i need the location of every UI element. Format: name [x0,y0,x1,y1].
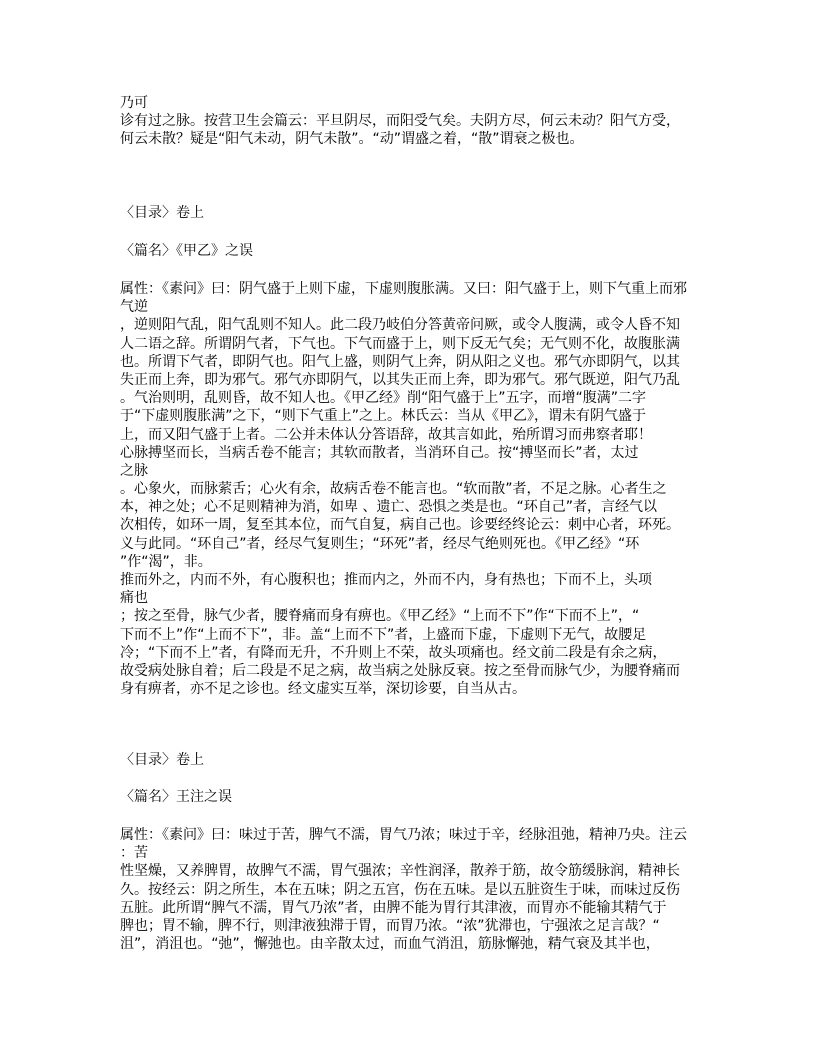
text-line: 乃可 [120,95,148,111]
text-line: 脾也；胃不输，脾不行，则津液独滞于胃，而胃乃浓。“浓”犹滞也，宁强浓之足言哉？“ [120,917,660,934]
text-line: 故受病处脉自着；后二段是不足之病，故当病之处脉反衰。按之至骨而脉气少，为腰脊痛而 [120,662,680,679]
text-line: 五脏。此所谓“脾气不濡，胃气乃浓”者，由脾不能为胃行其津液，而胃亦不能输其精气于 [120,899,667,916]
section-2-catalog [120,751,700,769]
text-line: 属性：《素问》曰：阴气盛于上则下虚，下虚则腹胀满。又曰：阳气盛于上，则下气重上而邪 [120,281,687,297]
text-line: 气逆 [120,299,148,316]
text-line: 久。按经云：阴之所生，本在五味；阴之五宫，伤在五味。是以五脏资生于味，而味过反伤 [120,881,680,898]
text-line: 性坚燥，又养脾胃，故脾气不濡，胃气强浓；辛性润泽，散养于筋，故令筋缓脉润，精神长 [120,863,680,880]
text-line: 之脉 [120,462,148,479]
text-line: 冷；“下而不上”者，有降而无升，不升则上不荣，故头项痛也。经文前二段是有余之病， [120,644,667,661]
text-line: ：苦 [120,845,148,862]
text-line: 诊有过之脉。按营卫生会篇云：平旦阴尽，而阳受气矣。夫阴方尽，何云未动？阳气方受， [120,113,680,130]
catalog-label: 〈目录〉卷上 [120,752,204,768]
text-line: 。心象火，而脉萦舌；心火有余，故病舌卷不能言也。“软而散”者，不足之脉。心者生之 [120,481,667,498]
text-line: 失正而上奔，即为邪气。邪气亦即阴气，以其失正而上奔，即为邪气。邪气既逆，阳气乃乱 [120,371,680,388]
catalog-label: 〈目录〉卷上 [120,205,204,221]
text-line: ；按之至骨，脉气少者，腰脊痛而身有痹也。《甲乙经》“上而不下”作“下而不上”，“ [120,608,640,625]
text-line: ”作“渴”，非。 [120,553,212,570]
text-line: 本，神之处；心不足则精神为消，如卑 、遗亡、恐惧之类是也。“环自己”者，言经气以 [120,499,657,516]
text-line: 心脉搏坚而长，当病舌卷不能言；其软而散者，当消环自己。按“搏坚而长”者，太过 [120,444,639,461]
section-1-catalog [120,204,700,222]
chapter-title: 〈篇名〉王注之误 [120,789,232,805]
text-line: 也。所谓下气者，即阴气也。阳气上盛，则阴气上奔，阴从阳之义也。邪气亦即阴气，以其 [120,353,680,370]
text-line: 沮”，消沮也。“弛”，懈弛也。由辛散太过，而血气消沮，筋脉懈弛，精气衰及其半也， [120,936,660,953]
text-line: 推而外之，内而不外，有心腹积也；推而内之，外而不内，身有热也；下而不上，头项 [120,572,652,588]
text-line: 下而不上”作“上而不下”，非。盖“上而不下”者，上盛而下虚，下虚则下无气，故腰足 [120,626,647,643]
text-line: 何云未散？疑是“阳气未动，阴气未散”。“动”谓盛之着，“散”谓衰之极也。 [120,131,584,148]
text-line: 身有痹者，亦不足之诊也。经文虚实互举，深切诊要，自当从古。 [120,681,526,698]
text-line: 属性：《素问》曰：味过于苦，脾气不濡，胃气乃浓；味过于辛，经脉沮弛，精神乃央。注云 [120,827,687,843]
text-line: ，逆则阳气乱，阳气乱则不知人。此二段乃岐伯分答黄帝问厥，或令人腹满，或令人昏不知 [120,317,680,334]
text-line: 于“下虚则腹胀满”之下，“则下气重上”之上。林氏云：当从《甲乙》，谓未有阴气盛于 [120,408,647,425]
text-line: 人二语之辞。所谓阴气者，下气也。下气而盛于上，则下反无气矣；无气则不化，故腹胀满 [120,335,680,352]
chapter-title: 〈篇名〉《甲乙》之误 [120,243,253,259]
text-line: 上，而又阳气盛于上者。二公并未体认分答语辞，故其言如此，殆所谓习而弗察者耶！ [120,426,652,443]
section-2-title [120,788,700,806]
section-1-body [120,280,700,698]
intro-paragraph [120,94,700,149]
section-1-title [120,242,700,260]
section-2-body [120,826,700,953]
text-line: 次相传，如环一周，复至其本位，而气自复，病自己也。诊要经终论云：刺中心者，环死。 [120,517,680,534]
text-line: 义与此同。“环自己”者，经尽气复则生；“环死”者，经尽气绝则死也。《甲乙经》“环 [120,535,640,552]
text-line: 。气治则明，乱则昏，故不知人也。《甲乙经》削“阳气盛于上”五字，而增“腹满”二字 [120,390,647,407]
text-line: 痛也 [120,590,148,607]
